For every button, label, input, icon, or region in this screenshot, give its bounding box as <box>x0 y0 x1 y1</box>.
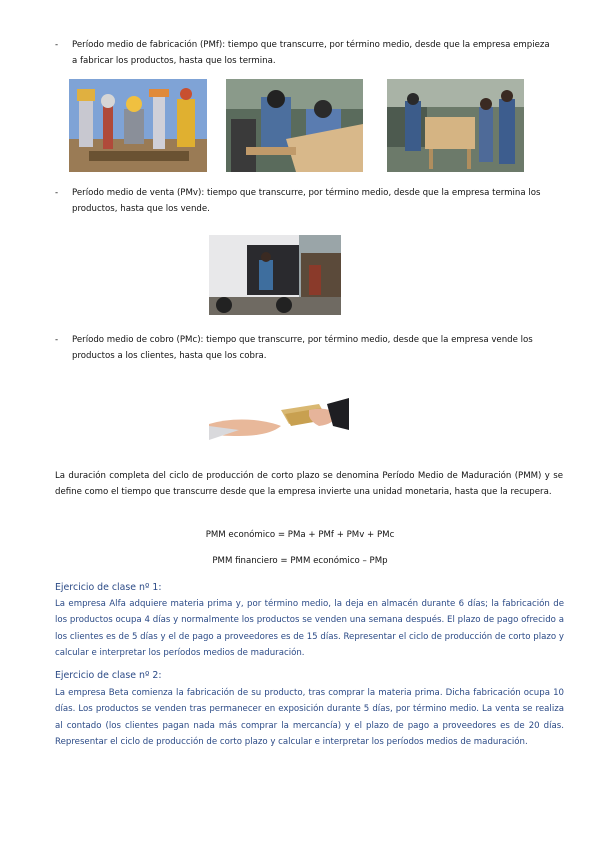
bullet-pmf <box>55 37 555 69</box>
exercise-2-body: La empresa Beta comienza la fabricación de su producto, tras comprar la materia prima. Dicha fabricación ocupa 10 días. Los productos se venden tras permanecer en exposición durante 5 días, por término medio. La venta se realiza al contado (los clientes pagan nada más comprar la mercancía) y el plazo de pago a proveedores es de 20 días. Representar el ciclo de producción de corto plazo y calcular e interpretar los períodos medios de maduración. <box>55 688 564 747</box>
bullet-dash: - <box>55 188 59 198</box>
exercise-1-body: La empresa Alfa adquiere materia prima y, por término medio, la deja en almacén durante 6 días; la fabricación de los productos ocupa 4 días y normalmente los productos se venden una semana después. El plazo de pago ofrecido a los clientes es de 5 días y el de pago a proveedores es de 15 días. Representar el ciclo de producción de corto plazo y calcular e interpretar los períodos medios de maduración. <box>55 599 564 658</box>
exercise-2-title: Ejercicio de clase nº 2: <box>55 670 162 681</box>
bullet-pmv-text: Período medio de venta (PMv): tiempo que transcurre, por término medio, desde que la empresa termina los productos, hasta que los vende. <box>72 188 541 214</box>
pmm-definition-paragraph: La duración completa del ciclo de producción de corto plazo se denomina Período Medio de Maduración (PMM) y se define como el tiempo que transcurre desde que la empresa invierte una unidad monetaria, hasta que la recupera. <box>55 471 563 498</box>
money-handover-photo <box>209 396 349 444</box>
formula-pmm-economico: PMM económico = PMa + PMf + PMv + PMc <box>205 530 395 540</box>
bullet-pmf-text: Período medio de fabricación (PMf): tiempo que transcurre, por término medio, desde que la empresa empieza a fabricar los productos, hasta que los termina. <box>72 40 550 66</box>
bullet-pmc <box>55 332 555 364</box>
bullet-pmv <box>55 185 555 217</box>
delivery-truck-photo <box>209 235 341 315</box>
bullet-dash: - <box>55 335 59 345</box>
bullet-pmc-text: Período medio de cobro (PMc): tiempo que transcurre, por término medio, desde que la empresa vende los productos a los clientes, hasta que los cobra. <box>72 335 533 361</box>
workers-carpentry-photo <box>226 79 363 172</box>
formula-pmm-financiero: PMM financiero = PMM económico – PMp <box>212 556 388 566</box>
exercise-1-title: Ejercicio de clase nº 1: <box>55 582 162 593</box>
robots-illustration <box>69 79 207 172</box>
bullet-dash: - <box>55 40 59 50</box>
workers-furniture-photo <box>387 79 524 172</box>
